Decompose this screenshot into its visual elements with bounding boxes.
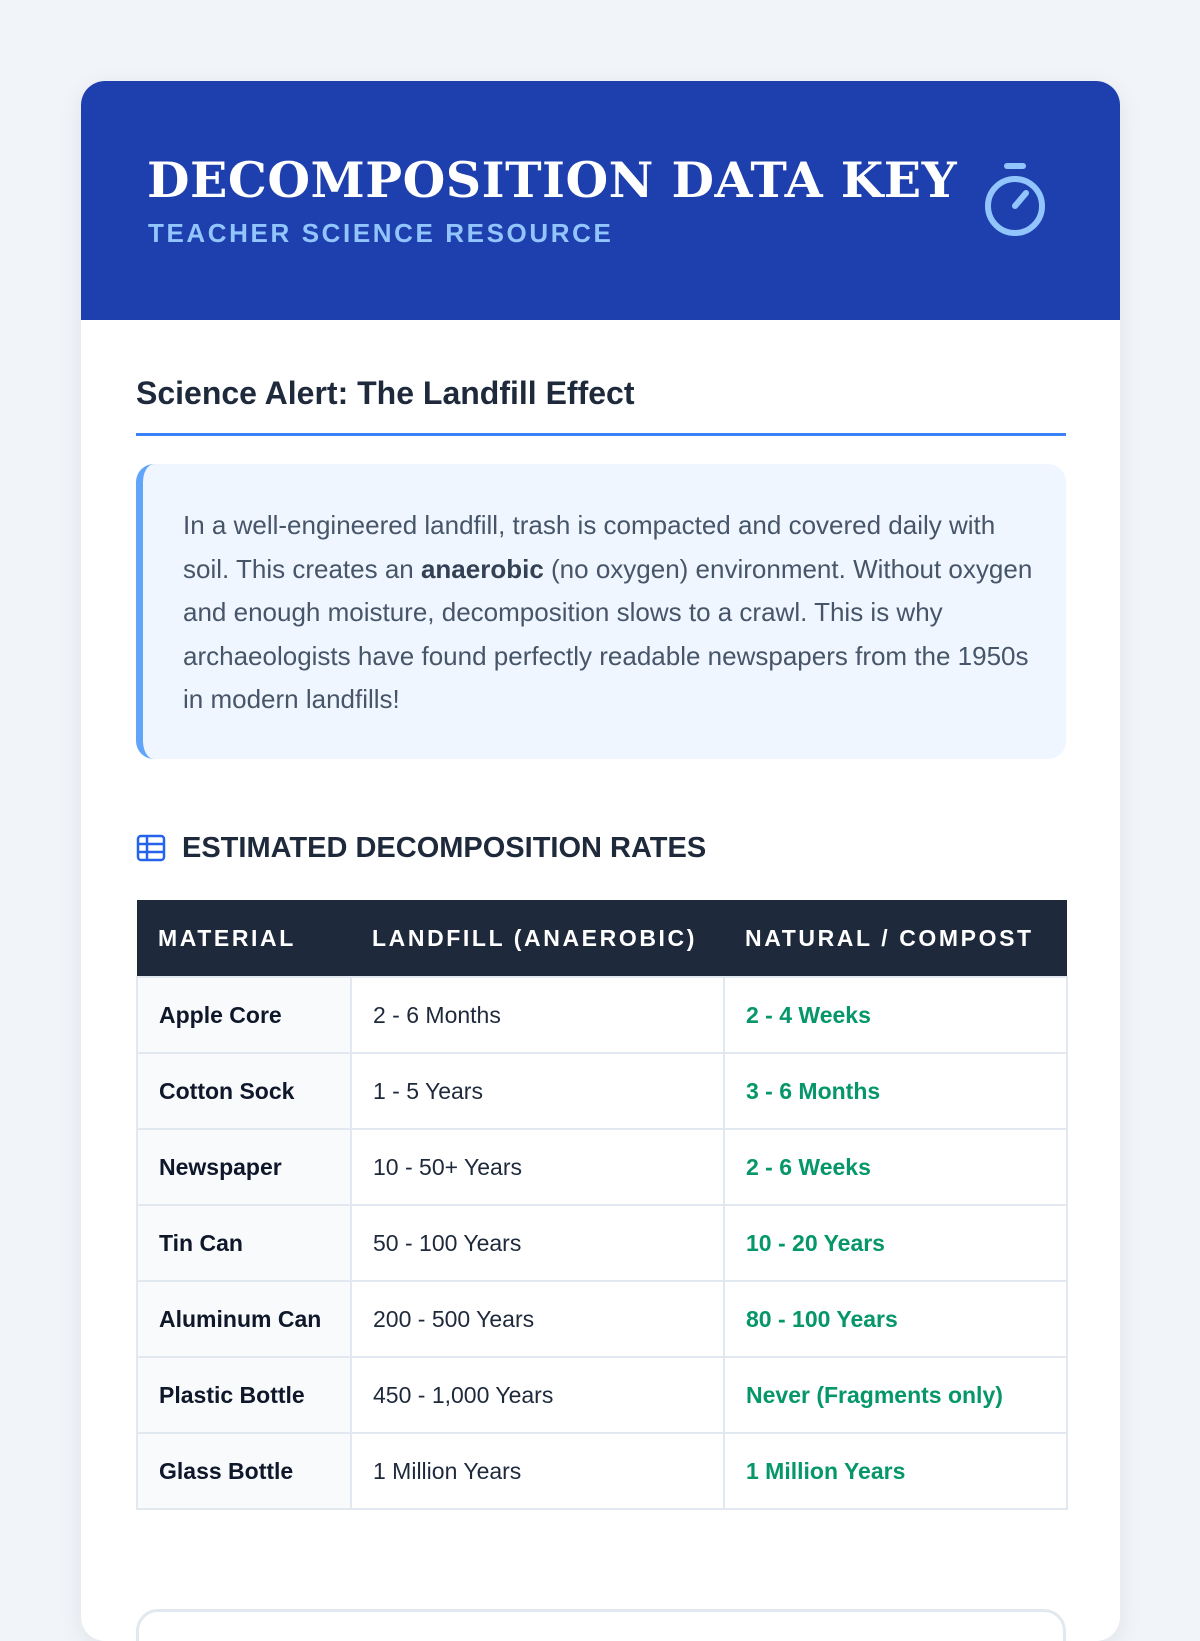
alert-title: Science Alert: The Landfill Effect: [136, 375, 635, 411]
material-cell: Plastic Bottle: [137, 1357, 351, 1433]
table-row: [137, 1357, 1067, 1433]
landfill-cell: 450 - 1,000 Years: [351, 1357, 724, 1433]
natural-cell: 2 - 4 Weeks: [724, 977, 1067, 1053]
stopwatch-icon: [980, 161, 1050, 241]
rates-table: [136, 900, 1068, 1510]
natural-cell: 3 - 6 Months: [724, 1053, 1067, 1129]
table-header-row: [137, 900, 1067, 977]
material-cell: Apple Core: [137, 977, 351, 1053]
material-cell: Tin Can: [137, 1205, 351, 1281]
table-row: [137, 1433, 1067, 1509]
material-cell: Glass Bottle: [137, 1433, 351, 1509]
alert-text-after: (no oxygen) environment. Without oxygen and enough moisture, decomposition slows to a crawl. This is why archaeologists have found perfectly readable newspapers from the 1950s in modern landfills!: [183, 553, 1033, 714]
table-row: [137, 1053, 1067, 1129]
column-header-material: MATERIAL: [137, 900, 351, 977]
landfill-cell: 1 Million Years: [351, 1433, 724, 1509]
alert-note: [136, 464, 1066, 759]
landfill-cell: 1 - 5 Years: [351, 1053, 724, 1129]
next-section-box: [136, 1609, 1066, 1641]
landfill-cell: 2 - 6 Months: [351, 977, 724, 1053]
natural-cell: Never (Fragments only): [724, 1357, 1067, 1433]
rates-heading-label: ESTIMATED DECOMPOSITION RATES: [182, 831, 707, 864]
natural-cell: 1 Million Years: [724, 1433, 1067, 1509]
table-row: [137, 1129, 1067, 1205]
material-cell: Newspaper: [137, 1129, 351, 1205]
rates-heading: [136, 828, 706, 868]
material-cell: Cotton Sock: [137, 1053, 351, 1129]
landfill-cell: 10 - 50+ Years: [351, 1129, 724, 1205]
table-row: [137, 1205, 1067, 1281]
resource-card: [81, 81, 1120, 1641]
natural-cell: 2 - 6 Weeks: [724, 1129, 1067, 1205]
landfill-cell: 200 - 500 Years: [351, 1281, 724, 1357]
table-row: [137, 977, 1067, 1053]
alert-divider: [136, 433, 1066, 436]
header-banner: [81, 81, 1120, 320]
table-icon: [136, 833, 166, 863]
alert-emphasis: anaerobic: [420, 553, 544, 584]
natural-cell: 10 - 20 Years: [724, 1205, 1067, 1281]
column-header-landfill: LANDFILL (ANAEROBIC): [351, 900, 724, 977]
alert-text-before: In a well-engineered landfill, trash is compacted and covered daily with soil. This creates an: [183, 510, 996, 584]
page-title: DECOMPOSITION DATA KEY: [147, 151, 958, 209]
landfill-cell: 50 - 100 Years: [351, 1205, 724, 1281]
page-subtitle: TEACHER SCIENCE RESOURCE: [148, 218, 614, 248]
natural-cell: 80 - 100 Years: [724, 1281, 1067, 1357]
column-header-natural: NATURAL / COMPOST: [724, 900, 1067, 977]
material-cell: Aluminum Can: [137, 1281, 351, 1357]
table-row: [137, 1281, 1067, 1357]
